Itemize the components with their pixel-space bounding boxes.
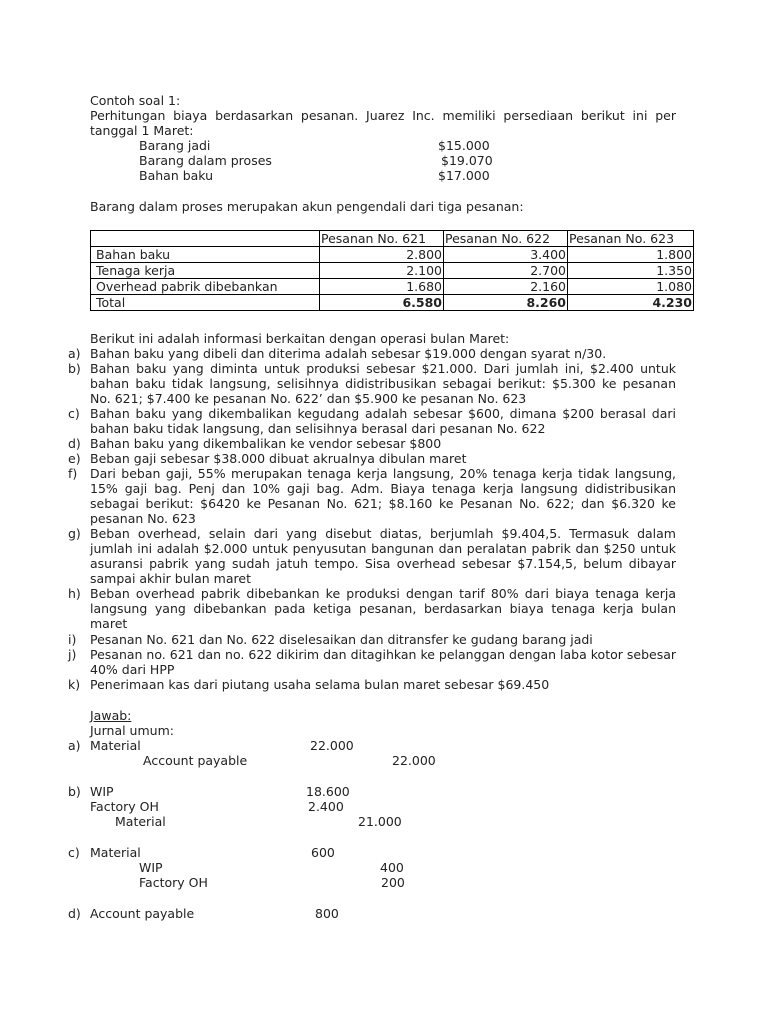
table-cell: 2.100 — [320, 263, 444, 279]
item-text: sampai akhir bulan maret — [90, 571, 251, 586]
row-label: Bahan baku — [91, 247, 320, 263]
journal-account: Material — [115, 814, 166, 829]
inventory-value: $17.000 — [438, 168, 490, 183]
inventory-label: Barang jadi — [139, 138, 211, 153]
item-text: Bahan baku yang dibeli dan diterima adalah sebesar $19.000 dengan syarat n/30. — [90, 346, 607, 361]
journal-account: Material — [90, 845, 141, 860]
table-cell: 2.700 — [444, 263, 568, 279]
journal-credit: 22.000 — [392, 753, 436, 768]
table-row — [91, 247, 694, 263]
item-text: Bahan baku yang dikembalikan kegudang adalah sebesar $600, dimana $200 berasal dari — [90, 406, 676, 421]
item-marker: k) — [68, 677, 81, 692]
journal-credit: 21.000 — [358, 814, 402, 829]
answer-heading: Jawab: — [90, 708, 132, 723]
table-header-cell: Pesanan No. 621 — [320, 231, 444, 247]
table-total-row — [91, 295, 694, 311]
item-text: Pesanan No. 621 dan No. 622 diselesaikan dan ditransfer ke gudang barang jadi — [90, 632, 593, 647]
intro-line-1: Perhitungan biaya berdasarkan pesanan. Juarez Inc. memiliki persediaan berikut ini per — [90, 108, 676, 123]
journal-account: WIP — [90, 784, 114, 799]
table-cell: 1.680 — [320, 279, 444, 295]
item-text: Bahan baku yang diminta untuk produksi sebesar $21.000. Dari jumlah ini, $2.400 untuk — [90, 361, 676, 376]
item-text: maret — [90, 616, 128, 631]
item-text: asuransi pabrik yang sudah jatuh tempo. Sisa overhead sebesar $7.154,5, belum dibayar — [90, 556, 676, 571]
table-cell: 1.800 — [568, 247, 694, 263]
item-marker: d) — [68, 436, 81, 451]
item-text: jumlah ini adalah $2.000 untuk penyusutan bangunan dan peralatan pabrik dan $250 untuk — [90, 541, 676, 556]
table-row — [91, 279, 694, 295]
item-marker: c) — [68, 406, 80, 421]
item-text: Pesanan no. 621 dan no. 622 dikirim dan ditagihkan ke pelanggan dengan laba kotor sebesar — [90, 647, 676, 662]
item-text: bahan baku tidak langsung, selisihnya didistribusikan sebagai berikut: $5.300 ke pesanan — [90, 376, 676, 391]
entry-marker: d) — [68, 906, 81, 921]
table-header-cell — [91, 231, 320, 247]
journal-account: Account payable — [143, 753, 248, 768]
inventory-label: Bahan baku — [139, 168, 214, 183]
table-cell: 1.080 — [568, 279, 694, 295]
journal-debit: 2.400 — [308, 799, 344, 814]
journal-title: Jurnal umum: — [90, 723, 174, 738]
item-marker: a) — [68, 346, 81, 361]
item-marker: b) — [68, 361, 81, 376]
item-text: 40% dari HPP — [90, 662, 175, 677]
table-cell: 3.400 — [444, 247, 568, 263]
item-text: Beban gaji sebesar $38.000 dibuat akrualnya dibulan maret — [90, 451, 467, 466]
item-marker: h) — [68, 586, 81, 601]
item-text: No. 621; $7.400 ke pesanan No. 622’ dan $5.900 ke pesanan No. 623 — [90, 391, 527, 406]
wip-note: Barang dalam proses merupakan akun pengendali dari tiga pesanan: — [90, 199, 524, 214]
journal-account: Factory OH — [90, 799, 159, 814]
example-title: Contoh soal 1: — [90, 93, 181, 108]
row-label: Total — [91, 295, 320, 311]
journal-credit: 200 — [381, 875, 405, 890]
inventory-label: Barang dalam proses — [139, 153, 272, 168]
item-marker: g) — [68, 526, 81, 541]
table-cell: 8.260 — [444, 295, 568, 311]
journal-account: Material — [90, 738, 141, 753]
inventory-value: $15.000 — [438, 138, 490, 153]
table-header-row — [91, 231, 694, 247]
item-text: bahan baku tidak langsung, dan selisihnya berasal dari pesanan No. 622 — [90, 421, 546, 436]
item-text: pesanan No. 623 — [90, 511, 196, 526]
table-cell: 6.580 — [320, 295, 444, 311]
table-cell: 2.160 — [444, 279, 568, 295]
item-text: 15% gaji bag. Penj dan 10% gaji bag. Adm. Biaya tenaga kerja langsung didistribusikan — [90, 481, 676, 496]
item-marker: i) — [68, 632, 77, 647]
journal-debit: 18.600 — [306, 784, 350, 799]
journal-debit: 800 — [315, 906, 339, 921]
table-cell: 2.800 — [320, 247, 444, 263]
entry-marker: a) — [68, 738, 81, 753]
info-intro: Berikut ini adalah informasi berkaitan dengan operasi bulan Maret: — [90, 331, 510, 346]
item-text: Bahan baku yang dikembalikan ke vendor sebesar $800 — [90, 436, 442, 451]
orders-table — [90, 230, 694, 311]
journal-debit: 22.000 — [310, 738, 354, 753]
item-text: Beban overhead, selain dari yang disebut diatas, berjumlah $9.404,5. Termasuk dalam — [90, 526, 676, 541]
item-text: Dari beban gaji, 55% merupakan tenaga kerja langsung, 20% tenaga kerja tidak langsung, — [90, 466, 676, 481]
item-text: sebagai berikut: $6420 ke Pesanan No. 621; $8.160 ke Pesanan No. 622; dan $6.320 ke — [90, 496, 676, 511]
journal-account: Factory OH — [139, 875, 208, 890]
item-marker: e) — [68, 451, 81, 466]
table-header-cell: Pesanan No. 623 — [568, 231, 694, 247]
journal-debit: 600 — [311, 845, 335, 860]
row-label: Overhead pabrik dibebankan — [91, 279, 320, 295]
item-text: Beban overhead pabrik dibebankan ke produksi dengan tarif 80% dari biaya tenaga kerja — [90, 586, 676, 601]
row-label: Tenaga kerja — [91, 263, 320, 279]
table-header-cell: Pesanan No. 622 — [444, 231, 568, 247]
journal-credit: 400 — [380, 860, 404, 875]
journal-account: WIP — [139, 860, 163, 875]
intro-line-2: tanggal 1 Maret: — [90, 123, 194, 138]
table-row — [91, 263, 694, 279]
item-text: Penerimaan kas dari piutang usaha selama bulan maret sebesar $69.450 — [90, 677, 550, 692]
item-marker: f) — [68, 466, 78, 481]
journal-account: Account payable — [90, 906, 195, 921]
table-cell: 1.350 — [568, 263, 694, 279]
item-marker: j) — [68, 647, 77, 662]
item-text: langsung yang dibebankan pada ketiga pesanan, berdasarkan biaya tenaga kerja bulan — [90, 601, 676, 616]
table-cell: 4.230 — [568, 295, 694, 311]
entry-marker: b) — [68, 784, 81, 799]
entry-marker: c) — [68, 845, 80, 860]
inventory-value: $19.070 — [441, 153, 493, 168]
